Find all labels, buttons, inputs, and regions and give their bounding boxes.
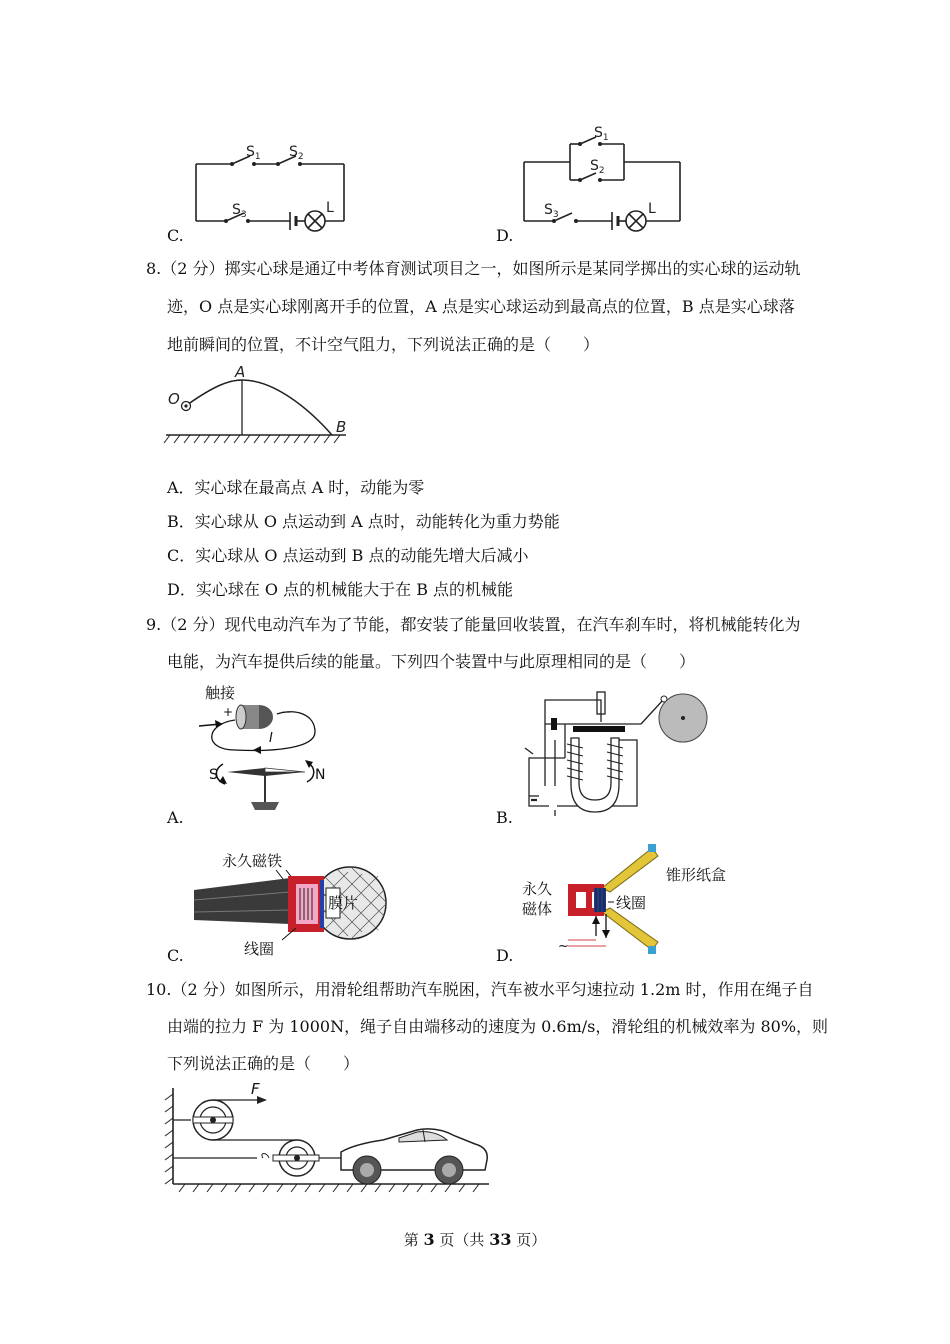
figure-9c-microphone bbox=[192, 848, 392, 958]
s-pole-label: S bbox=[209, 767, 218, 783]
total-page-count: 33 bbox=[489, 1230, 512, 1249]
shot-put-trajectory-figure bbox=[160, 360, 360, 445]
n-pole-label: N bbox=[315, 767, 326, 783]
question-8-option-c: C．实心球从 O 点运动到 B 点的动能先增大后减小 bbox=[167, 546, 529, 565]
coil-label: 线圈 bbox=[244, 940, 275, 958]
point-a-label: A bbox=[235, 363, 246, 381]
question-8-line-3: 地前瞬间的位置，不计空气阻力，下列说法正确的是（ ） bbox=[167, 335, 600, 354]
svg-text:S3: $S_3$ bbox=[544, 202, 559, 220]
figure-9a-coil-and-needle bbox=[195, 680, 340, 815]
svg-text:−: − bbox=[281, 705, 292, 719]
force-label: F bbox=[251, 1080, 260, 1098]
question-8-option-d: D．实心球在 O 点的机械能大于在 B 点的机械能 bbox=[167, 580, 514, 599]
switch-label: S bbox=[246, 144, 255, 160]
question-10-line-1: 10.（2 分）如图所示，用滑轮组帮助汽车脱困，汽车被水平匀速拉动 1.2m 时，作用在绳子自 bbox=[146, 980, 814, 999]
figure-9d-loudspeaker bbox=[518, 840, 727, 960]
switch-label: S bbox=[289, 144, 298, 160]
point-b-label: B bbox=[336, 418, 347, 436]
question-10-line-2: 由端的拉力 F 为 1000N，绳子自由端移动的速度为 0.6m/s，滑轮组的机械效率为 80%，则 bbox=[167, 1017, 829, 1036]
ac-symbol: ~ bbox=[558, 939, 569, 954]
question-9-line-1: 9.（2 分）现代电动汽车为了节能，都安装了能量回收装置，在汽车刹车时，将机械能转化为 bbox=[146, 615, 801, 634]
question-8-line-1: 8.（2 分）掷实心球是通辽中考体育测试项目之一，如图所示是某同学掷出的实心球的运动轨 bbox=[146, 259, 801, 278]
question-8-option-b: B．实心球从 O 点运动到 A 点时，动能转化为重力势能 bbox=[167, 512, 560, 531]
question-9-line-2: 电能，为汽车提供后续的能量。下列四个装置中与此原理相同的是（ ） bbox=[167, 652, 696, 671]
svg-text:S2: $S_2$ bbox=[289, 144, 304, 162]
svg-text:S3: $S_3$ bbox=[232, 202, 247, 220]
option-c-label: C. bbox=[167, 946, 184, 965]
permanent-magnet-label-1: 永久 bbox=[522, 880, 553, 898]
diaphragm-label: 膜片 bbox=[328, 894, 359, 912]
lamp-label: L bbox=[648, 201, 656, 217]
point-o-label: O bbox=[168, 390, 180, 408]
page-footer: 第 3 页（共 33 页） bbox=[403, 1230, 547, 1249]
option-d-label: D. bbox=[496, 226, 514, 245]
option-d-label: D. bbox=[496, 946, 514, 965]
circuit-diagram-c bbox=[180, 142, 360, 237]
question-10-line-3: 下列说法正确的是（ ） bbox=[167, 1054, 360, 1073]
svg-text:S1: $S_1$ bbox=[594, 125, 609, 143]
pulley-car-figure bbox=[155, 1078, 495, 1198]
switch-label: S bbox=[590, 158, 599, 174]
switch-label: S bbox=[594, 125, 603, 141]
option-b-label: B. bbox=[496, 808, 513, 827]
svg-text:+: + bbox=[223, 705, 234, 719]
permanent-magnet-label: 永久磁铁 bbox=[222, 852, 283, 870]
coil-label: 线圈 bbox=[616, 894, 647, 912]
switch-label: S bbox=[544, 202, 553, 218]
current-page-number: 3 bbox=[423, 1230, 435, 1249]
cone-label: 锥形纸盒 bbox=[666, 866, 727, 884]
touch-label: 触接 bbox=[205, 684, 236, 702]
permanent-magnet-label-2: 磁体 bbox=[522, 900, 553, 918]
question-8-option-a: A．实心球在最高点 A 时，动能为零 bbox=[167, 478, 425, 497]
svg-text:S1: $S_1$ bbox=[246, 144, 261, 162]
option-c-label: C. bbox=[167, 226, 184, 245]
option-a-label: A. bbox=[167, 808, 184, 827]
question-8-line-2: 迹，O 点是实心球刚离开手的位置，A 点是实心球运动到最高点的位置，B 点是实心球落 bbox=[167, 297, 795, 316]
circuit-diagram-d bbox=[512, 122, 692, 237]
figure-9b-electric-bell bbox=[515, 688, 715, 820]
lamp-label: L bbox=[326, 200, 334, 216]
current-label: I bbox=[269, 731, 273, 746]
svg-text:S2: $S_2$ bbox=[590, 158, 605, 176]
switch-label: S bbox=[232, 202, 241, 218]
